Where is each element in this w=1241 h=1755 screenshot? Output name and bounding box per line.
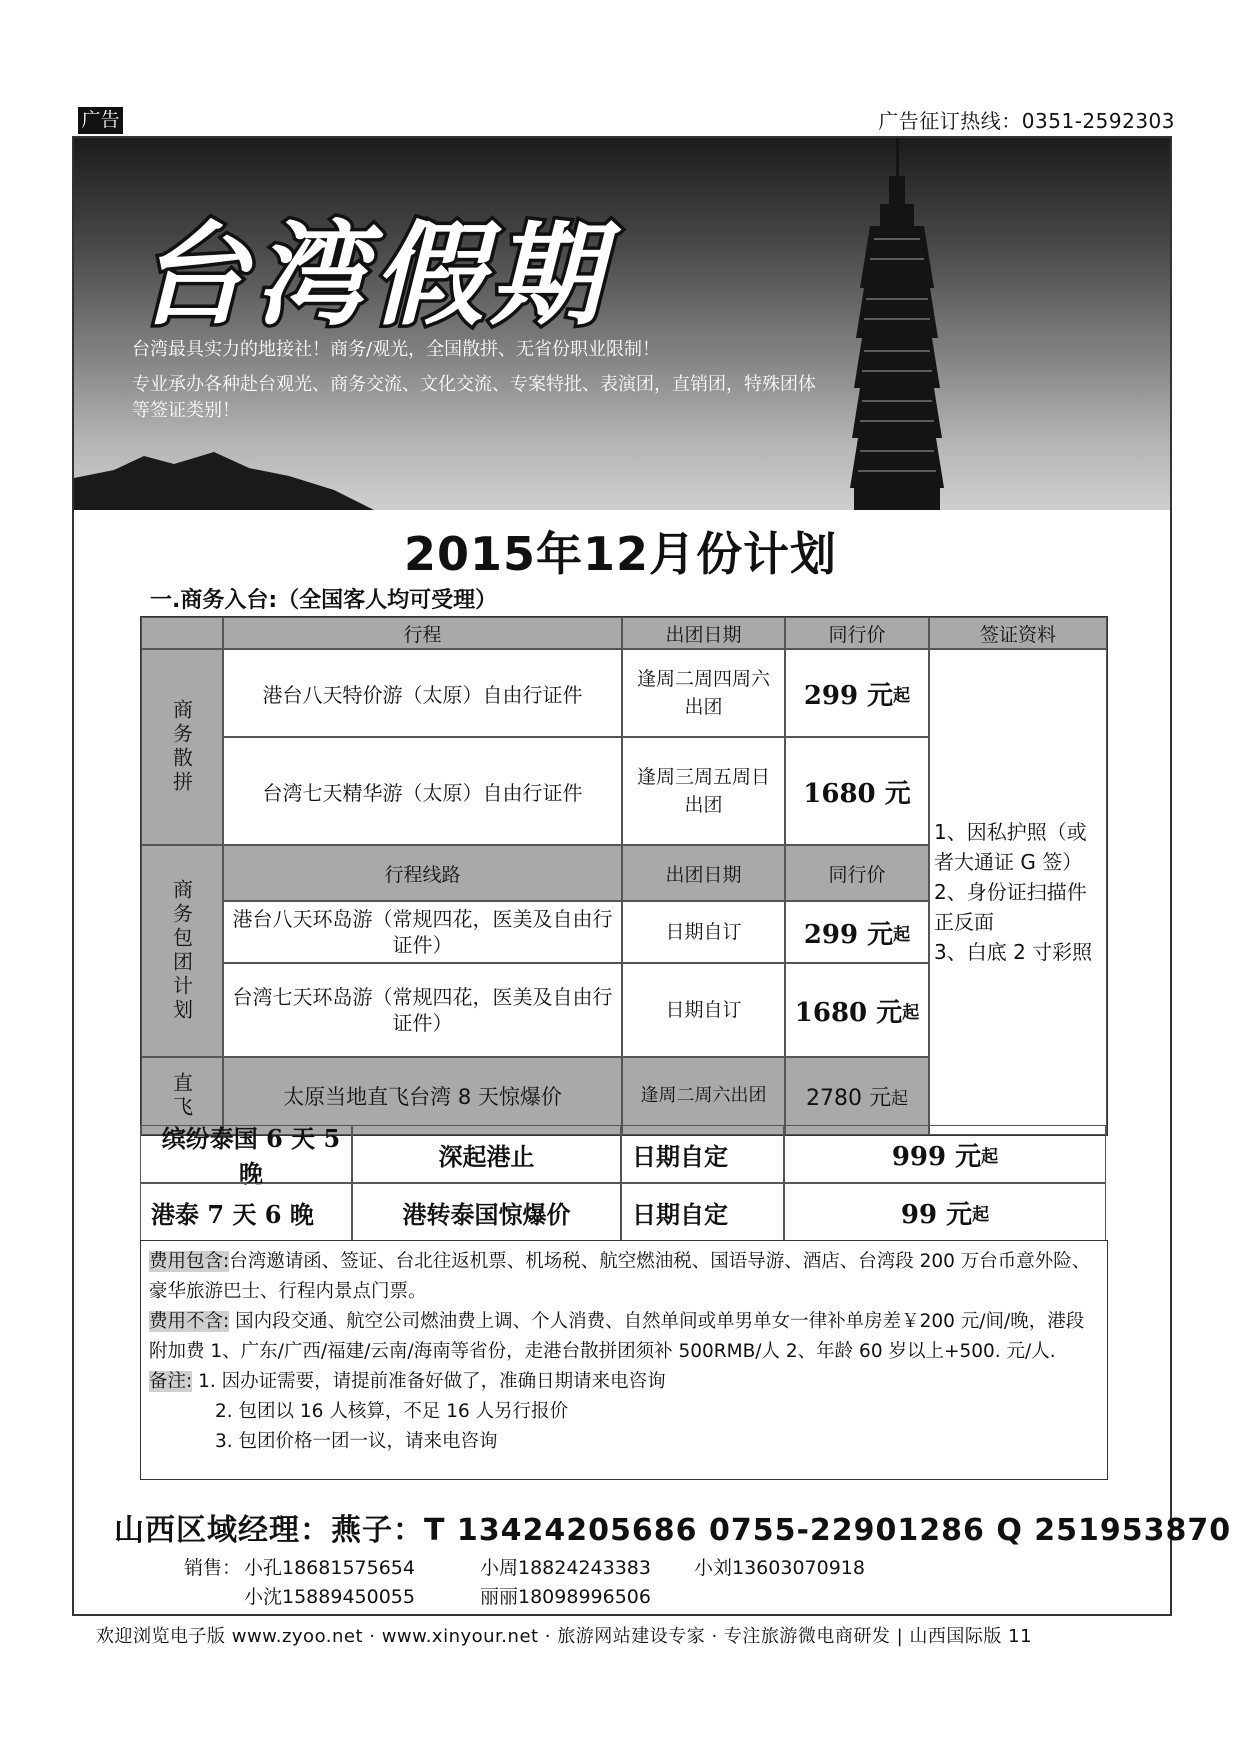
regional-manager-contact: 山西区域经理：燕子：T 13424205686 0755-22901286 Q 251953870: [114, 1513, 1232, 1548]
sales-contact: 丽丽18098996506: [480, 1586, 651, 1608]
fee-included: [149, 1247, 1097, 1307]
table-row-date: 日期自订: [622, 901, 785, 963]
hero-tagline: 台湾最具实力的地接社！商务/观光，全国散拼、无省份职业限制！: [132, 339, 661, 360]
fee-notes: [140, 1240, 1108, 1480]
sales-contact: 小孔18681575654: [244, 1557, 415, 1579]
table-row-route: 太原当地直飞台湾 8 天惊爆价: [223, 1057, 622, 1135]
price-value: 2780 元: [806, 1085, 891, 1111]
hero-title: 台湾假期: [136, 211, 608, 341]
extra-row-name: 缤纷泰国 6 天 5 晚: [140, 1125, 352, 1183]
table-row-price: [785, 1057, 929, 1135]
price-suffix: 起: [893, 685, 911, 706]
ad-hotline: 广告征订热线：0351-2592303: [878, 109, 1175, 133]
sales-contact: 小沈15889450055: [244, 1586, 415, 1608]
table-row-date: 逢周二周六出团: [622, 1057, 785, 1135]
plan-title: 2015年12月份计划: [403, 527, 838, 581]
tower-silhouette: [850, 138, 944, 510]
remark-3: 3. 包团价格一团一议，请来电咨询: [215, 1431, 498, 1452]
price-value: 999 元: [891, 1141, 982, 1172]
price-value: 1680 元: [794, 997, 903, 1028]
visa-requirements: 1、因私护照（或者大通证 G 签） 2、身份证扫描件正反面 3、白底 2 寸彩照: [929, 649, 1107, 1135]
table-row-route: 台湾七天环岛游（常规四花，医美及自由行证件）: [223, 963, 622, 1057]
table-subheader-date: 出团日期: [622, 845, 785, 901]
extra-routes: [140, 1125, 1108, 1243]
fee-excluded-text: 国内段交通、航空公司燃油费上调、个人消费、自然单间或单男单女一律补单房差￥200 元/间/晚，港段附加费 1、广东/广西/福建/云南/海南等省份，走港台散拼团须补 500RMB/人 2、年龄 60 岁以上+500. 元/人.: [149, 1311, 1085, 1362]
table-row-date: 逢周三周五周日出团: [622, 737, 785, 845]
price-suffix: 起: [972, 1204, 990, 1225]
price-suffix: 起: [981, 1146, 999, 1167]
table-row-price: [785, 963, 929, 1057]
extra-row-date: 日期自定: [621, 1183, 784, 1241]
price-value: 1680 元: [803, 778, 911, 809]
table-header-visa: 签证资料: [929, 617, 1107, 649]
table-row-route: 港台八天环岛游（常规四花，医美及自由行证件）: [223, 901, 622, 963]
table-row-price: [785, 737, 929, 845]
price-suffix: 起: [902, 1002, 920, 1023]
sales-contact: 小刘13603070918: [694, 1557, 865, 1579]
group-label-direct: 直飞: [141, 1057, 223, 1135]
hero-services: 专业承办各种赴台观光、商务交流、文化交流、专案特批、表演团，直销团，特殊团体等签证类别！: [132, 374, 816, 421]
price-value: 299 元: [803, 919, 894, 950]
extra-row-price: [784, 1183, 1106, 1241]
extra-row-route: 深起港止: [352, 1125, 621, 1183]
fee-excluded: [149, 1307, 1097, 1367]
hero-banner: [74, 138, 1170, 510]
mountain-silhouette: [74, 452, 374, 510]
price-value: 99 元: [900, 1199, 973, 1230]
table-header-date: 出团日期: [622, 617, 785, 649]
price-table: [140, 616, 1108, 1136]
fee-included-label: 费用包含:: [149, 1251, 230, 1272]
table-row-date: 日期自订: [622, 963, 785, 1057]
price-value: 299 元: [803, 680, 894, 711]
extra-row-price: [784, 1125, 1106, 1183]
price-suffix: 起: [890, 1088, 908, 1109]
table-row-price: [785, 901, 929, 963]
extra-row-name: 港泰 7 天 6 晚: [140, 1183, 352, 1241]
extra-row-date: 日期自定: [621, 1125, 784, 1183]
extra-row-route: 港转泰国惊爆价: [352, 1183, 621, 1241]
group-label-charter: 商务包团计划: [141, 845, 223, 1057]
fee-excluded-label: 费用不含:: [149, 1311, 230, 1332]
table-row-price: [785, 649, 929, 737]
table-header-corner: [141, 617, 223, 649]
remark-label: 备注:: [149, 1371, 193, 1392]
group-label-scatter: 商务散拼: [141, 649, 223, 845]
remark-2: 2. 包团以 16 人核算，不足 16 人另行报价: [215, 1401, 569, 1422]
ad-tag: 广告: [78, 107, 123, 134]
section-title: 一.商务入台:（全国客人均可受理）: [150, 588, 498, 613]
table-header-price: 同行价: [785, 617, 929, 649]
sales-contact: 小周18824243383: [480, 1557, 651, 1579]
table-row-date: 逢周二周四周六出团: [622, 649, 785, 737]
table-subheader-price: 同行价: [785, 845, 929, 901]
table-row-route: 港台八天特价游（太原）自由行证件: [223, 649, 622, 737]
table-row-route: 台湾七天精华游（太原）自由行证件: [223, 737, 622, 845]
sales-label: 销售：: [184, 1557, 242, 1579]
table-header-route: 行程: [223, 617, 622, 649]
price-suffix: 起: [893, 924, 911, 945]
table-subheader-route: 行程线路: [223, 845, 622, 901]
remark-1: 备注: 1. 因办证需要，请提前准备好做了，准确日期请来电咨询: [149, 1371, 666, 1392]
page-footer: 欢迎浏览电子版 www.zyoo.net · www.xinyour.net · 旅游网站建设专家 · 专注旅游微电商研发 | 山西国际版 11: [96, 1626, 1033, 1647]
fee-included-text: 台湾邀请函、签证、台北往返机票、机场税、航空燃油税、国语导游、酒店、台湾段 200 万台币意外险、豪华旅游巴士、行程内景点门票。: [149, 1251, 1091, 1302]
